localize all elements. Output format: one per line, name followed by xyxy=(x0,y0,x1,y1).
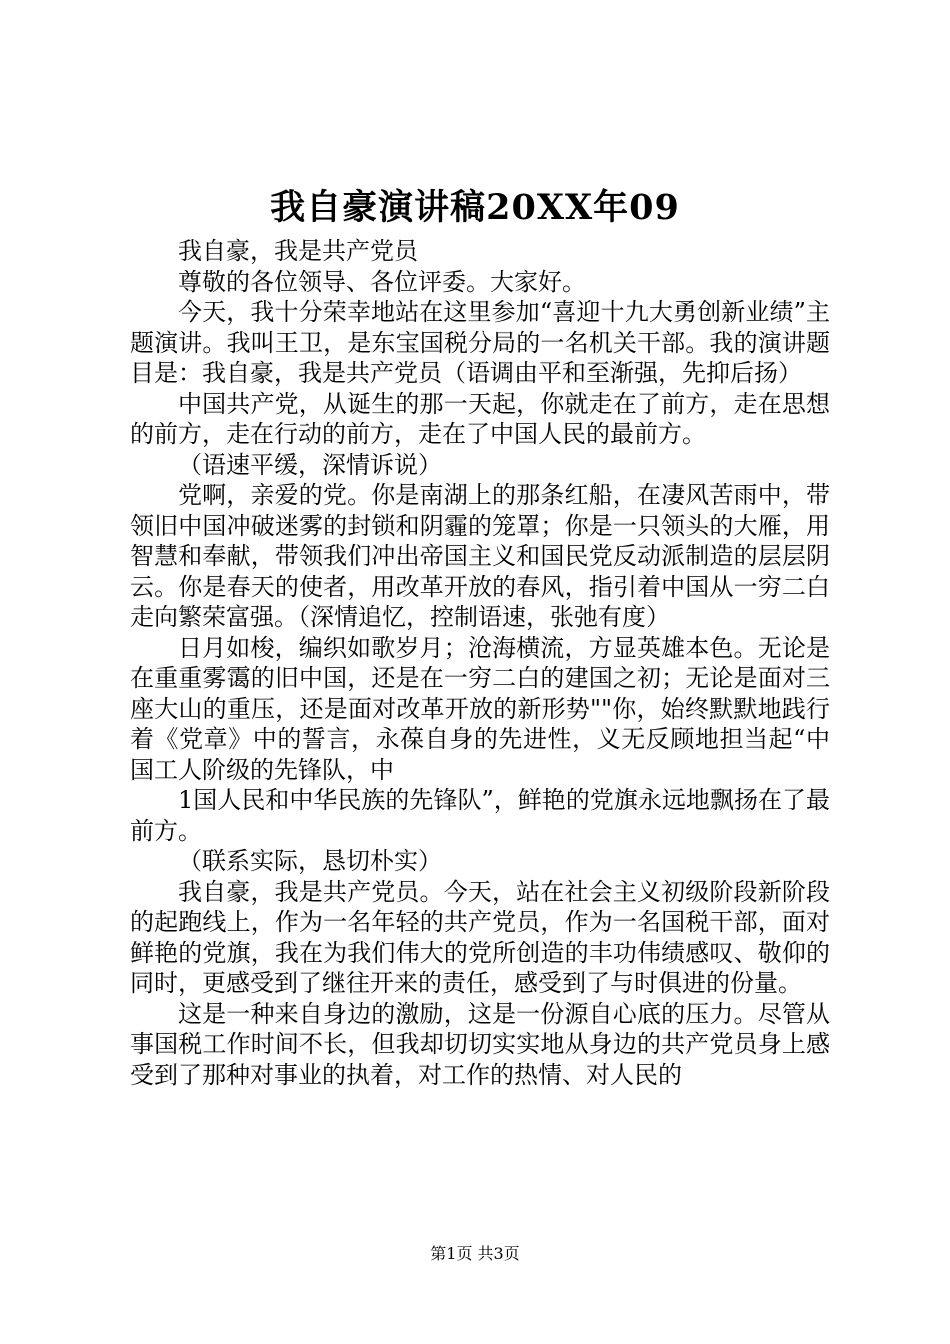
paragraph: 我自豪，我是共产党员 xyxy=(178,237,418,265)
paragraph: 尊敬的各位领导、各位评委。大家好。 xyxy=(178,267,586,296)
paragraph: 这是一种来自身边的激励，这是一份源自心底的压力。尽管从事国税工作时间不长，但我却切切实实地从身边的共产党员身上感受到了那种对事业的执着，对工作的热情、对人民的 xyxy=(130,999,830,1089)
page-number-footer: 第1页 共3页 xyxy=(430,1244,520,1263)
paragraph: 今天，我十分荣幸地站在这里参加“喜迎十九大勇创新业绩”主题演讲。我叫王卫，是东宝国税分局的一名机关干部。我的演讲题目是：我自豪，我是共产党员（语调由平和至渐强，先抑后扬） xyxy=(130,298,830,387)
paragraph: 我自豪，我是共产党员。今天，站在社会主义初级阶段新阶段的起跑线上，作为一名年轻的共产党员，作为一名国税干部，面对鲜艳的党旗，我在为我们伟大的党所创造的丰功伟绩感叹、敬仰的同时，更感受到了继往开来的责任，感受到了与时俱进的份量。 xyxy=(130,877,830,997)
paragraph: 日月如梭，编织如歌岁月；沧海横流，方显英雄本色。无论是在重重雾霭的旧中国，还是在一穷二白的建国之初；无论是面对三座大山的重压，还是面对改革开放的新形势""你，始终默默地践行着《党章》中的誓言，永葆自身的先进性，义无反顾地担当起“中国工人阶级的先锋队，中 xyxy=(130,633,830,784)
paragraph: （联系实际，恳切朴实） xyxy=(178,847,442,875)
paragraph: （语速平缓，深情诉说） xyxy=(178,450,442,479)
paragraph: 中国共产党，从诞生的那一天起，你就走在了前方，走在思想的前方，走在行动的前方，走在了中国人民的最前方。 xyxy=(130,389,830,448)
paragraph: 党啊，亲爱的党。你是南湖上的那条红船，在凄风苦雨中，带领旧中国冲破迷雾的封锁和阴霾的笼罩；你是一只领头的大雁，用智慧和奉献，带领我们冲出帝国主义和国民党反动派制造的层层阴云。你是春天的使者，用改革开放的春风，指引着中国从一穷二白走向繁荣富强。（深情追忆，控制语速，张弛有度） xyxy=(130,481,830,631)
document-body xyxy=(130,236,830,1090)
document-title: 我自豪演讲稿20XX年09 xyxy=(270,187,680,228)
paragraph: 1国人民和中华民族的先锋队”，鲜艳的党旗永远地飘扬在了最前方。 xyxy=(130,786,830,845)
